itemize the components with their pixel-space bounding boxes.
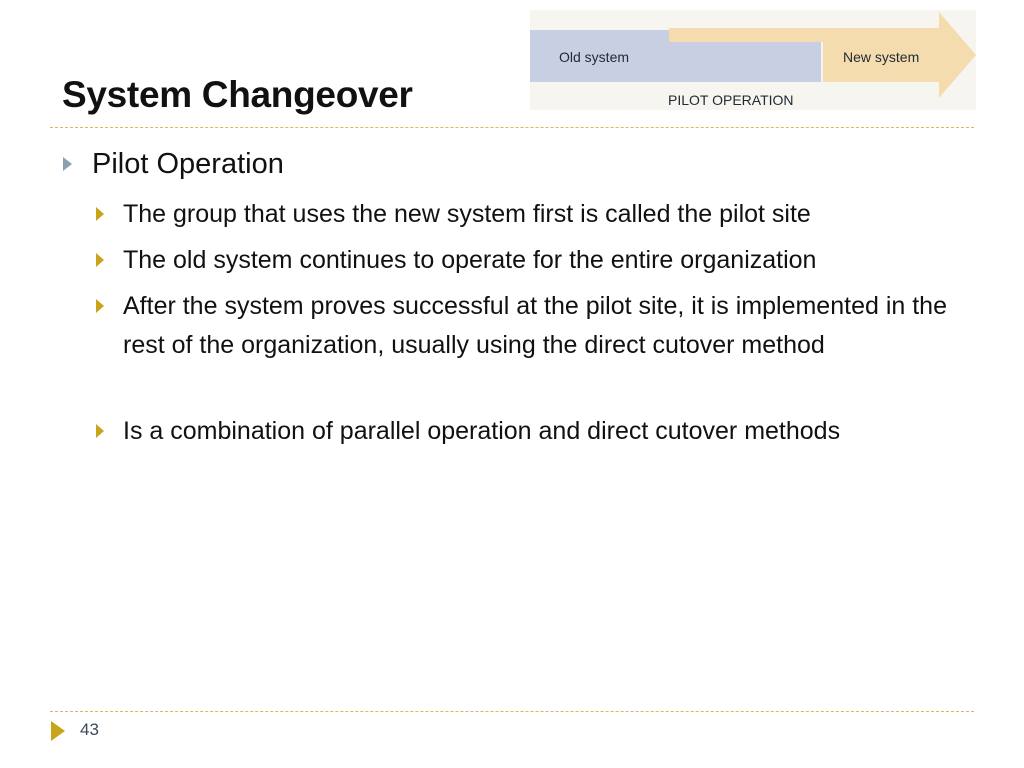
- top-divider: [50, 127, 974, 128]
- bottom-divider: [50, 711, 974, 712]
- slide-title: System Changeover: [62, 74, 413, 115]
- bullet-arrow-icon: [63, 157, 72, 171]
- new-system-label: New system: [843, 49, 920, 65]
- level2-bullet: The group that uses the new system first is called the pilot site: [123, 200, 811, 228]
- level2-bullet: After the system proves successful at the pilot site, it is implemented in the rest of the organization, usually using the direct cutover method: [123, 292, 947, 359]
- level2-bullet: The old system continues to operate for the entire organization: [123, 246, 817, 274]
- bullet-arrow-icon: [96, 253, 104, 267]
- bullet-arrow-icon: [96, 207, 104, 221]
- old-system-label: Old system: [559, 49, 630, 65]
- bullet-arrow-icon: [96, 424, 104, 438]
- level1-bullet: Pilot Operation: [92, 148, 284, 180]
- diagram-caption: PILOT OPERATION: [668, 92, 794, 108]
- level2-bullet: Is a combination of parallel operation and direct cutover methods: [123, 417, 841, 445]
- changeover-diagram-graphic: [530, 10, 976, 110]
- bullet-arrow-icon: [96, 299, 104, 313]
- footer-arrow-icon: [51, 721, 65, 741]
- changeover-diagram: [530, 10, 976, 110]
- page-number: 43: [80, 720, 99, 739]
